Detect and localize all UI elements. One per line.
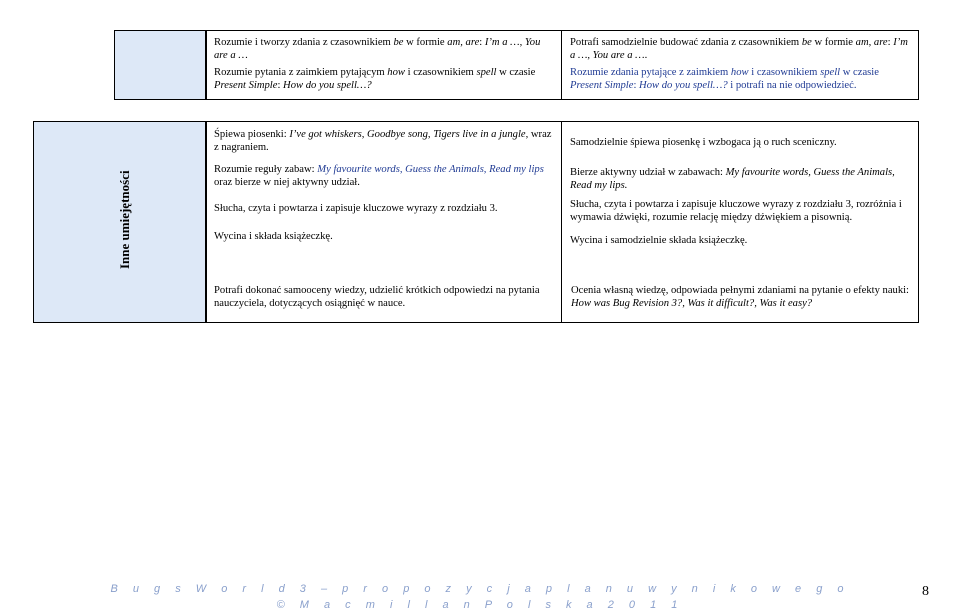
- right-item-self-assessment: Ocenia własną wiedzę, odpowiada pełnymi zdaniami na pytanie o efekty nauki: How was Bug Revision 3?, Was it difficult?, Was it easy?: [571, 285, 909, 309]
- right-item-booklet: Wycina i samodzielnie składa książeczkę.: [570, 235, 748, 246]
- page-number: 8: [922, 584, 929, 599]
- section-row2: [205, 280, 918, 321]
- left-item-self-assessment: Potrafi dokonać samooceny wiedzy, udzielić krótkich odpowiedzi na pytania nauczyciela, dotyczących osiągnięć w nauce.: [214, 285, 540, 309]
- left-item-songs: Śpiewa piosenki: I’ve got whiskers, Goodbye song, Tigers live in a jungle, wraz z nagraniem.: [214, 129, 552, 153]
- footer-title: B u g s W o r l d 3 – p r o p o z y c j a p l a n u w y n i k o w e g o: [110, 583, 850, 595]
- left-item-vocabulary: Słucha, czyta i powtarza i zapisuje kluczowe wyrazy z rozdziału 3.: [214, 203, 498, 214]
- top-side-cell: [114, 30, 207, 100]
- left-item-games: Rozumie reguły zabaw: My favourite words, Guess the Animals, Read my lips oraz bierze w niej aktywny udział.: [214, 164, 544, 188]
- left-item-booklet: Wycina i składa książeczkę.: [214, 231, 333, 242]
- top-right-cell: [562, 31, 919, 100]
- top-right-p1: Potrafi samodzielnie budować zdania z czasownikiem be w formie am, are: I’m a …, You are a ….: [570, 37, 908, 61]
- top-right-p2: Rozumie zdania pytające z zaimkiem how i czasownikiem spell w czasie Present Simple: How do you spell…? i potrafi na nie odpowiedzieć.: [570, 67, 879, 91]
- right-item-games: Bierze aktywny udział w zabawach: My favourite words, Guess the Animals, Read my lips.: [570, 167, 895, 191]
- top-left-cell: [206, 31, 562, 100]
- right-item-songs: Samodzielnie śpiewa piosenkę i wzbogaca ją o ruch sceniczny.: [570, 137, 837, 148]
- top-left-p1: Rozumie i tworzy zdania z czasownikiem be w formie am, are: I’m a …, You are a …: [214, 37, 541, 61]
- right-item-vocabulary: Słucha, czyta i powtarza i zapisuje kluczowe wyrazy z rozdziału 3, rozróżnia i wymawia dźwięki, rozumie relację między dźwiękiem a pisownią.: [570, 199, 902, 223]
- section-label: Inne umiejętności: [117, 170, 132, 269]
- footer-copyright: © M a c m i l l a n P o l s k a 2 0 1 1: [276, 599, 684, 611]
- top-left-p2: Rozumie pytania z zaimkiem pytającym how i czasownikiem spell w czasie Present Simple: How do you spell…?: [214, 67, 536, 91]
- top-row-table: [205, 30, 919, 100]
